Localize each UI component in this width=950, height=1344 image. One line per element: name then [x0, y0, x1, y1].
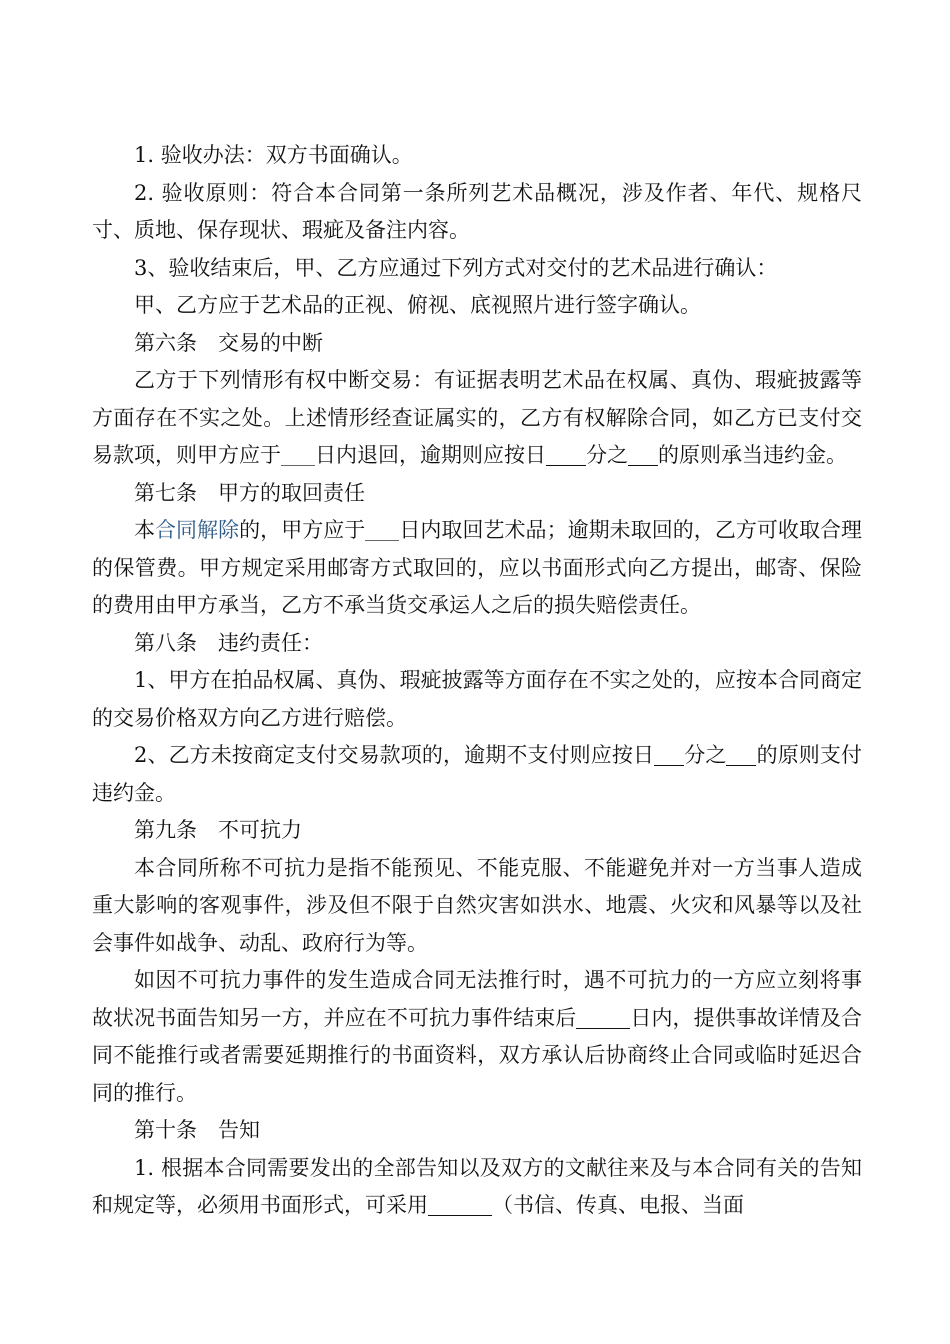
clause-8-heading: 第八条 违约责任：	[134, 630, 323, 655]
clause-9-definition: 本合同所称不可抗力是指不能预见、不能克服、不能避免并对一方当事人造成重大影响的客观事件，涉及但不限于自然灾害如洪水、地震、火灾和风暴等以及社会事件如战争、动乱、政府行为等。	[92, 855, 862, 955]
clause-5-item-3-detail: 甲、乙方应于艺术品的正视、俯视、底视照片进行签字确认。	[134, 293, 701, 317]
clause-5-item-1: 1. 验收办法：双方书面确认。	[134, 143, 413, 167]
clause-5-item-3: 3、验收结束后，甲、乙方应通过下列方式对交付的艺术品进行确认：	[134, 255, 778, 280]
clause-10-heading: 第十条 告知	[134, 1118, 260, 1142]
blank-ratio-denominator	[546, 443, 586, 466]
clause-7-body: 本合同解除的，甲方应于 日内取回艺术品；逾期未取回的，乙方可收取合理的保管费。甲方规定采用邮寄方式取回的，应以书面形式向乙方提出，邮寄、保险的费用由甲方承当，乙方不承当货交承运人之后的损失赔偿责任。	[92, 518, 863, 617]
blank-days-retrieve	[365, 518, 399, 541]
clause-5-item-2: 2. 验收原则：符合本合同第一条所列艺术品概况，涉及作者、年代、规格尺寸、质地、保存现状、瑕疵及备注内容。	[92, 180, 862, 242]
document-page	[92, 137, 862, 1225]
blank-notice-method	[428, 1193, 492, 1216]
blank-days-return	[281, 443, 315, 466]
blank-days-report	[576, 1006, 630, 1029]
blank-penalty-numerator	[726, 743, 756, 766]
blank-ratio-numerator	[628, 443, 658, 466]
clause-8-item-1: 1、甲方在拍品权属、真伪、瑕疵披露等方面存在不实之处的，应按本合同商定的交易价格双方向乙方进行赔偿。	[92, 668, 862, 730]
contract-termination-link[interactable]: 合同解除	[155, 518, 240, 542]
clause-7-heading: 第七条 甲方的取回责任	[134, 480, 365, 505]
clause-8-item-2: 2、乙方未按商定支付交易款项的，逾期不支付则应按日 分之 的原则支付违约金。	[92, 743, 863, 805]
clause-10-item-1: 1. 根据本合同需要发出的全部告知以及双方的文献往来及与本合同有关的告知和规定等，必须用书面形式，可采用 （书信、传真、电报、当面	[92, 1155, 862, 1217]
clause-6-heading: 第六条 交易的中断	[134, 330, 323, 355]
clause-6-body: 乙方于下列情形有权中断交易：有证据表明艺术品在权属、真伪、瑕疵披露等方面存在不实之处。上述情形经查证属实的，乙方有权解除合同，如乙方已支付交易款项，则甲方应于 日内退回，逾期则应按日 分之 的原则承当违约金。	[92, 368, 862, 467]
blank-penalty-denominator	[654, 743, 684, 766]
clause-9-notification: 如因不可抗力事件的发生造成合同无法推行时，遇不可抗力的一方应立刻将事故状况书面告知另一方，并应在不可抗力事件结束后 日内，提供事故详情及合同不能推行或者需要延期推行的书面资料，双方承认后协商终止合同或临时延迟合同的推行。	[92, 968, 863, 1105]
clause-9-heading: 第九条 不可抗力	[134, 818, 302, 842]
